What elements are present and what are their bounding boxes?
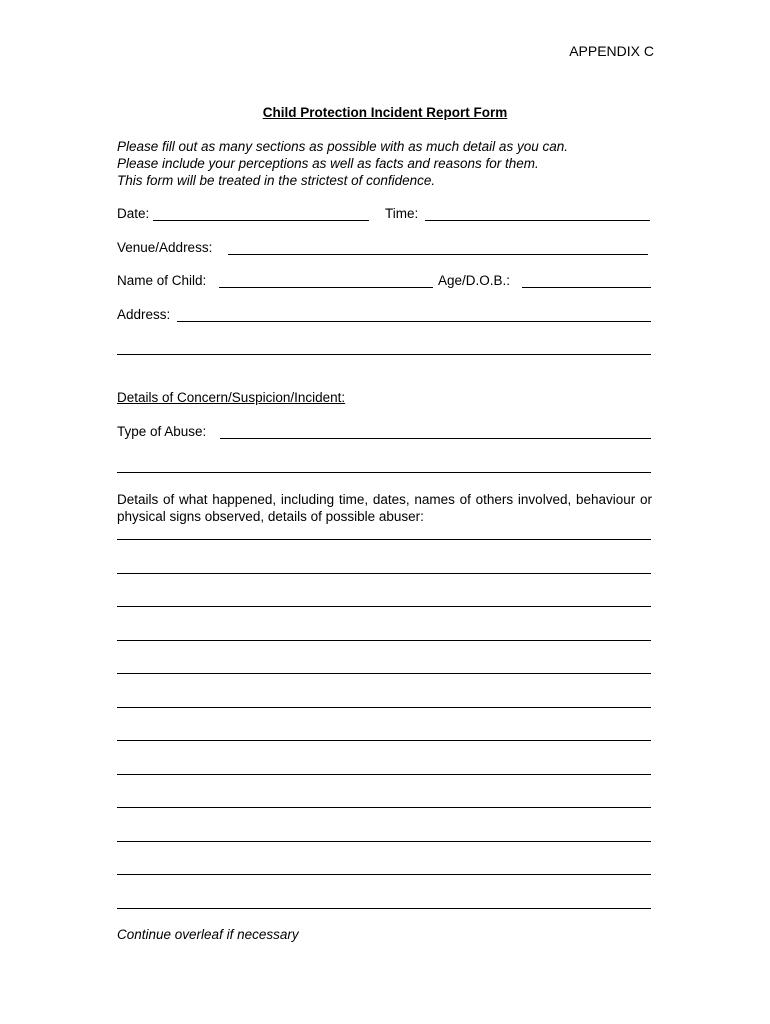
child-name-field[interactable] — [219, 287, 433, 288]
details-line[interactable] — [117, 807, 651, 808]
time-field[interactable] — [425, 220, 650, 221]
intro-line-2: Please include your perceptions as well as facts and reasons for them. — [117, 156, 539, 171]
details-line[interactable] — [117, 539, 651, 540]
continue-note: Continue overleaf if necessary — [117, 927, 299, 942]
intro-line-1: Please fill out as many sections as possible with as much detail as you can. — [117, 139, 568, 154]
details-line[interactable] — [117, 841, 651, 842]
child-name-label: Name of Child: — [117, 273, 207, 288]
date-field[interactable] — [153, 220, 369, 221]
details-line[interactable] — [117, 874, 651, 875]
details-prompt: Details of what happened, including time, dates, names of others involved, behaviour or physical signs observed, details of possible abuser: — [117, 492, 652, 524]
type-of-abuse-field-1[interactable] — [220, 438, 651, 439]
age-dob-field[interactable] — [522, 287, 651, 288]
time-label: Time: — [385, 206, 419, 221]
details-line[interactable] — [117, 740, 651, 741]
details-line[interactable] — [117, 673, 651, 674]
appendix-label: APPENDIX C — [569, 43, 654, 59]
details-line[interactable] — [117, 707, 651, 708]
details-line[interactable] — [117, 606, 651, 607]
section-heading: Details of Concern/Suspicion/Incident: — [117, 390, 346, 405]
address-field-2[interactable] — [117, 354, 651, 355]
type-of-abuse-label: Type of Abuse: — [117, 424, 207, 439]
age-dob-label: Age/D.O.B.: — [438, 273, 511, 288]
venue-field[interactable] — [228, 254, 648, 255]
details-line[interactable] — [117, 640, 651, 641]
form-title: Child Protection Incident Report Form — [262, 105, 508, 120]
details-line[interactable] — [117, 908, 651, 909]
address-label: Address: — [117, 307, 171, 322]
intro-line-3: This form will be treated in the strictest of confidence. — [117, 173, 436, 188]
address-field-1[interactable] — [177, 321, 651, 322]
type-of-abuse-field-2[interactable] — [117, 472, 651, 473]
venue-label: Venue/Address: — [117, 240, 213, 255]
details-line[interactable] — [117, 774, 651, 775]
date-label: Date: — [117, 206, 150, 221]
details-line[interactable] — [117, 573, 651, 574]
